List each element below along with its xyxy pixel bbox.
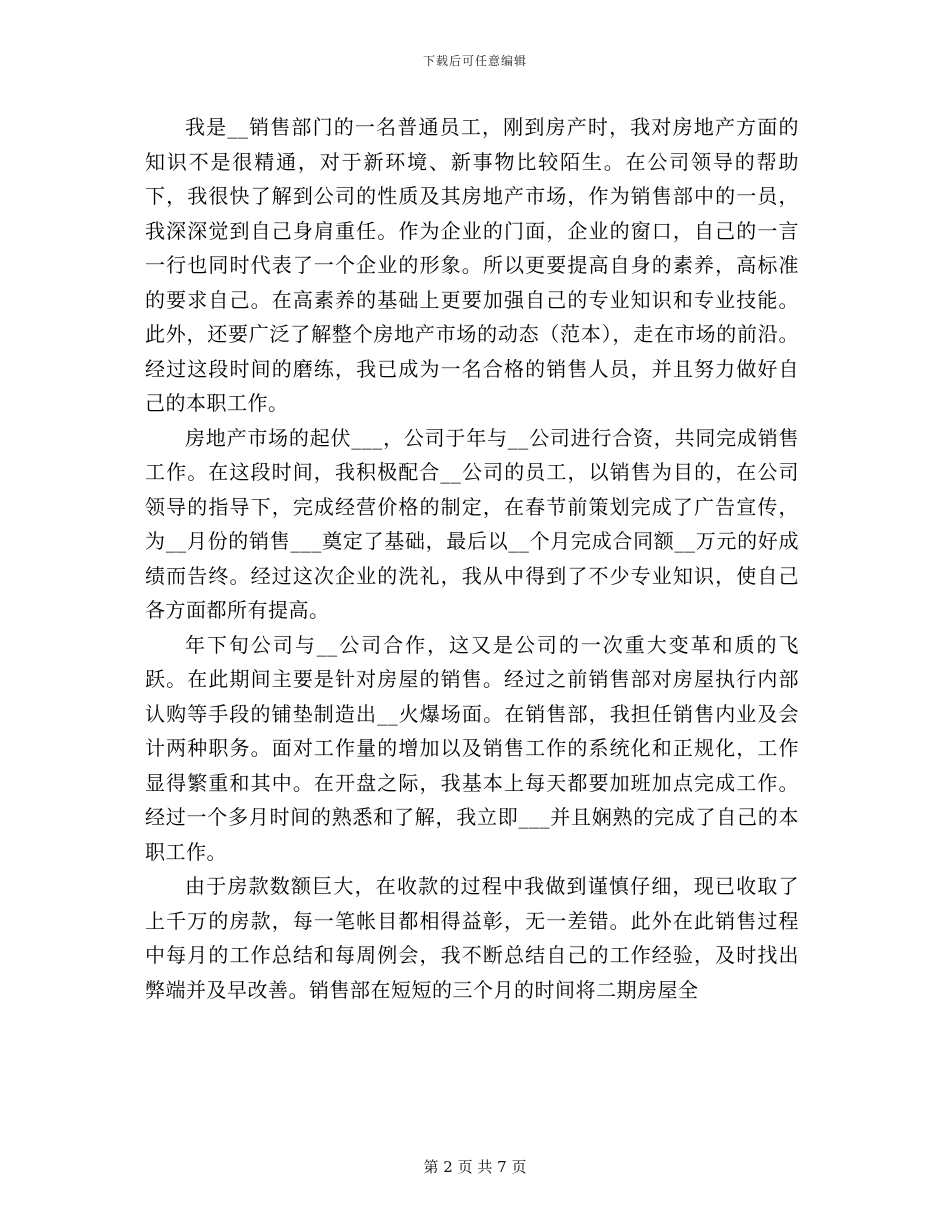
paragraph: 年下旬公司与__公司合作，这又是公司的一次重大变革和质的飞跃。在此期间主要是针对房屋的销售。经过之前销售部对房屋执行内部认购等手段的铺垫制造出__火爆场面。在销售部，我担任销售内业及会计两种职务。面对工作量的增加以及销售工作的系统化和正规化，工作显得繁重和其中。在开盘之际，我基本上每天都要加班加点完成工作。经过一个多月时间的熟悉和了解，我立即___并且娴熟的完成了自己的本职工作。 [145, 632, 799, 864]
paragraph: 由于房款数额巨大，在收款的过程中我做到谨慎仔细，现已收取了上千万的房款，每一笔帐目都相得益彰，无一差错。此外在此销售过程中每月的工作总结和每周例会，我不断总结自己的工作经验，及时找出弊端并及早改善。销售部在短短的三个月的时间将二期房屋全 [145, 874, 799, 1002]
paragraph: 房地产市场的起伏___，公司于年与__公司进行合资，共同完成销售工作。在这段时间，我积极配合__公司的员工，以销售为目的，在公司领导的指导下，完成经营价格的制定，在春节前策划完成了广告宣传，为__月份的销售___奠定了基础，最后以__个月完成合同额__万元的好成绩而告终。经过这次企业的洗礼，我从中得到了不少专业知识，使自己各方面都所有提高。 [145, 425, 799, 622]
document-body [145, 110, 799, 1007]
page-header: 下载后可任意编辑 [422, 54, 527, 68]
paragraph: 我是__销售部门的一名普通员工，刚到房产时，我对房地产方面的知识不是很精通，对于新环境、新事物比较陌生。在公司领导的帮助下，我很快了解到公司的性质及其房地产市场，作为销售部中的一员，我深深觉到自己身肩重任。作为企业的门面，企业的窗口，自己的一言一行也同时代表了一个企业的形象。所以更要提高自身的素养，高标准的要求自己。在高素养的基础上更要加强自己的专业知识和专业技能。此外，还要广泛了解整个房地产市场的动态（范本），走在市场的前沿。经过这段时间的磨练，我已成为一名合格的销售人员，并且努力做好自己的本职工作。 [145, 115, 799, 415]
page-number: 第 2 页 共 7 页 [423, 1158, 527, 1176]
